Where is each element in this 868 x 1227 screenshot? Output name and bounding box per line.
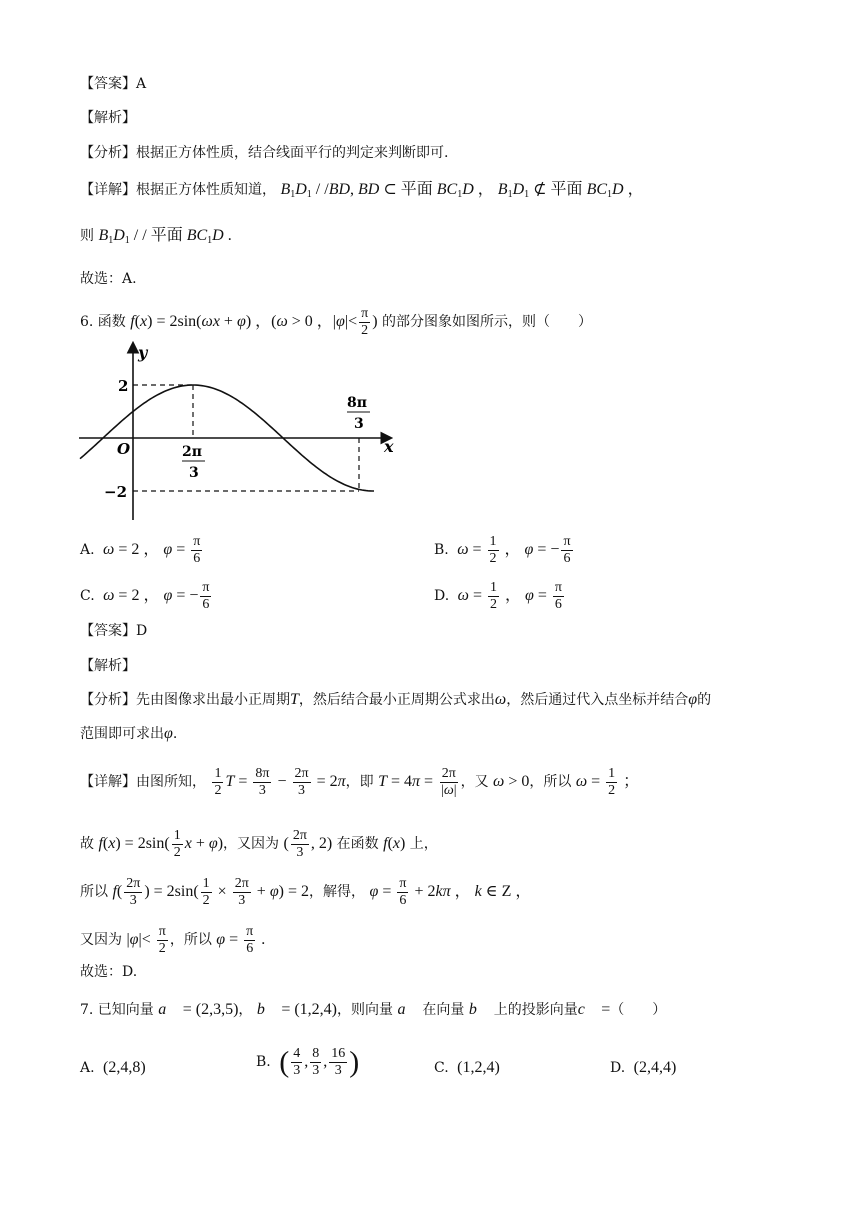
q6-option-b[interactable] [434,534,575,567]
q6-line4-mid: ，所以 [169,932,212,949]
q7-stem-mid2: ，则向量 [337,1002,393,1018]
q7-option-b-math: ( $\frac{4}{3}$ , $\frac{8}{3}$ , $\frac{16}{3}$ ) [279,1045,360,1079]
q6-option-c-math: ω = 2 ， φ = − $\frac{\pi}{6}$ [103,580,210,612]
q7-stem-mid1: ， [238,1002,253,1018]
q6-fenxi-1: 【分析】先由图像求出最小正周期 [80,692,290,708]
q6-option-a[interactable] [80,534,204,567]
q5-conclude-lead: 则 [80,228,94,244]
x1-den-label: 3 [189,465,199,481]
q6-detail-math4: ω = $\frac{1}{2}$ ； [575,766,640,798]
q6-line2-mid: ，又因为 [223,836,280,853]
q6-line3-mid: ，解得， [309,884,366,901]
q5-conclude [80,226,232,251]
q7-option-a-math: (2,4,8) [99,1059,146,1076]
q6-option-a-math: ω = 2 ， φ = $\frac{\pi}{6}$ [103,534,201,566]
x1-num-label: 2π [182,444,202,460]
q7-c: c⃗ = [577,1001,611,1018]
q6-stem-post: 的部分图象如图所示，则（ ） [381,314,592,331]
q7-b: b⃗ [468,1001,490,1018]
q6-line2-math2: ( $\frac{2\pi}{3}$ , 2) [283,828,333,860]
q6-fenxi-3: ，然后通过代入点坐标并结合 [506,692,689,708]
q6-jiexi: 【解析】 [80,658,136,674]
q7-option-b-letter: B. [256,1054,271,1071]
q6-line2-mid2: 在函数 [336,836,379,853]
q6-option-c[interactable] [80,580,213,613]
q6-stem [80,306,592,339]
q5-detail-lead: 【详解】根据正方体性质知道， [80,182,276,198]
q7-vec-b: b⃗ = (1,2,4) [256,1001,337,1018]
q7-option-c-math: (1,2,4) [453,1059,500,1076]
x-axis-label: x [384,437,394,456]
q6-detail-mid2: ，又 [460,774,489,791]
q6-detail-line1 [80,766,639,799]
q6-fenxi-4: 的 [697,692,712,708]
q7-option-d-letter: D. [610,1060,626,1076]
q5-conclude-math: $B_1D_1$ / / 平面 $BC_1D$ . [98,227,232,246]
q7-option-d[interactable] [610,1058,676,1078]
q6-fenxi-5: 范围即可求出 [80,726,164,742]
q7-option-a-letter: A. [80,1060,95,1076]
q6-choose: 故选：D. [80,964,138,980]
q6-line2-math3: f(x) [383,835,406,853]
q6-option-b-math: ω = $\frac{1}{2}$ ， φ = − $\frac{\pi}{6}$ [457,534,571,566]
q7-vec-a: a⃗ = (2,3,5) [158,1001,239,1018]
q6-option-a-letter: A. [80,542,95,559]
q6-sine-graph [74,338,404,524]
q7-option-c[interactable] [434,1058,500,1078]
q6-line4-lead: 又因为 [80,932,122,949]
q7-option-c-letter: C. [434,1060,449,1076]
q6-line4-math1: |φ|< $\frac{\pi}{2}$ [126,924,166,956]
q6-fenxi-2: ，然后结合最小正周期公式求出 [298,692,495,708]
q6-fenxi-phi2: φ [164,725,173,742]
q6-fenxi-line2 [80,724,177,744]
q5-answer: 【答案】A [80,76,147,92]
q6-fenxi-T: T [290,691,299,708]
q7-option-d-math: (2,4,4) [629,1059,677,1076]
q6-detail-math2: T = 4π = $\frac{2\pi}{|\omega|}$ [378,766,457,798]
q6-fenxi-line1 [80,690,711,710]
y-min-label: −2 [104,483,128,501]
q6-fenxi-omega: ω [494,691,507,708]
q6-option-b-letter: B. [434,542,449,559]
q6-line2-math1: f(x) = 2sin( $\frac{1}{2}$ x + φ) [98,828,224,860]
q6-detail-lead: 【详解】由图所知， [80,774,206,791]
q6-line4-math2: φ = $\frac{\pi}{6}$ . [216,924,266,956]
q6-detail-end: ，所以 [529,774,572,791]
x2-den-label: 3 [354,416,364,432]
q7-stem-pre: 7. 已知向量 [80,1002,154,1018]
q5-detail [80,180,644,205]
q6-detail-mid: ，即 [345,774,374,791]
y-max-label: 2 [118,377,129,395]
q6-answer: 【答案】D [80,623,148,639]
q6-option-d-letter: D. [434,588,450,605]
q6-option-c-letter: C. [80,588,95,605]
q6-option-d-math: ω = $\frac{1}{2}$ ， φ = $\frac{\pi}{6}$ [457,580,562,612]
q6-option-d[interactable] [434,580,566,613]
q6-line2-lead: 故 [80,836,94,853]
q6-detail-line4 [80,924,265,957]
q6-detail-line3 [80,876,531,909]
y-axis-label: y [138,343,148,362]
q6-fenxi-phi: φ [688,691,698,708]
q5-jiexi: 【解析】 [80,110,136,126]
q7-option-b[interactable] [256,1046,359,1079]
q7-stem [80,1000,666,1020]
q6-detail-math1: $\frac{1}{2}$ T = $\frac{8\pi}{3}$ − $\frac{2\pi}{3}$ = 2π [214,766,346,798]
origin-label: O [117,440,131,458]
q5-choose: 故选：A. [80,271,137,287]
q6-line2-end: 上， [409,836,438,853]
q6-stem-pre: 6. 函数 [80,314,126,331]
q7-stem-mid3: 在向量 [422,1002,465,1018]
q7-stem-end: （ ） [610,1002,667,1018]
q6-line3-lead: 所以 [80,884,108,901]
q6-detail-math3: ω > 0 [493,773,530,791]
q6-detail-line2 [80,828,438,861]
q7-stem-mid4: 上的投影向量 [493,1002,578,1018]
q7-a: a⃗ [397,1001,418,1018]
q6-stem-math: f(x) = 2sin(ωx + φ) ，(ω > 0 ，|φ|< $\frac{\pi}{2}$ ) [130,306,378,338]
q6-fenxi-6: . [172,726,178,742]
q5-fenxi: 【分析】根据正方体性质，结合线面平行的判定来判断即可. [80,145,449,161]
q6-line3-math1: f( $\frac{2\pi}{3}$ ) = 2sin( $\frac{1}{2}$ × $\frac{2\pi}{3}$ + φ) = 2 [112,876,310,908]
q6-line3-math2: φ = $\frac{\pi}{6}$ + 2kπ ， k ∈ Z ， [369,876,532,908]
x2-num-label: 8π [347,395,367,411]
q7-option-a[interactable] [80,1058,146,1078]
q5-detail-math: $B_1D_1 / /BD$, BD ⊂ 平面 $BC_1D$ ， $B_1D_1$ ⊄ 平面 $BC_1D$ ， [280,181,644,200]
